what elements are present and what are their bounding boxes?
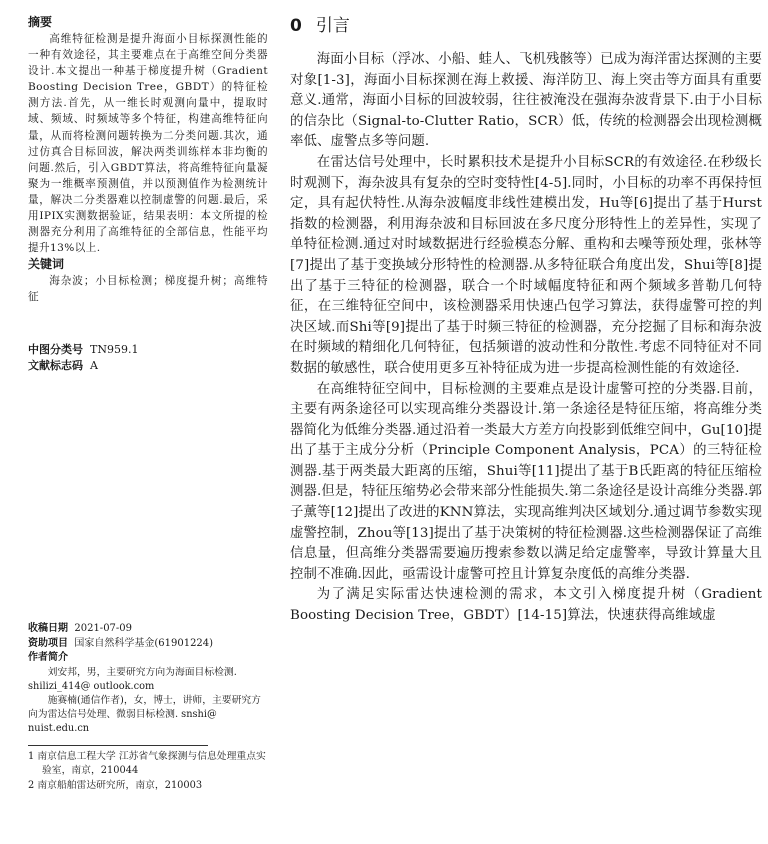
paragraph-4: 为了满足实际雷达快速检测的需求，本文引入梯度提升树（Gradient Boosting Decision Tree，GBDT）[14-15]算法，快速获得高维域虚 (290, 587, 762, 624)
author2-bio: 施赛楠(通信作者)，女，博士，讲师，主要研究方向为雷达信号处理、微弱目标检测. snshi@ nuist.edu.cn (28, 694, 261, 735)
received-value: 2021-07-09 (74, 623, 133, 634)
section-number: 0 (290, 16, 302, 36)
doc-code-label: 文献标志码 (28, 358, 83, 372)
footnote-divider (28, 745, 208, 746)
fund-line (28, 637, 268, 652)
fund-value: 国家自然科学基金(61901224) (74, 637, 214, 649)
paragraph-2: 在雷达信号处理中，长时累积技术是提升小目标SCR的有效途径.在秒级长时观测下，海杂波具有复杂的空时变特性[4-5].同时，小目标的功率不再保持恒定，具有起伏特性.从海杂波幅度非线性建模出发，Hu等[6]提出了基于Hurst指数的检测器，利用海杂波和目标回波在多尺度分形特性上的差异性，实现了单特征检测.通过对时域数据进行经验模态分解、重构和去噪等预处理，张林等[7]提出了基于变换域分形特性的检测器.从多特征联合角度出发，Shui等[8]提出了基于三特征的检测器，联合一个时域幅度特征和两个频域多普勒几何特征，在三维特征空间中，该检测器采用快速凸包学习算法，获得虚警可控的判决区域.而Shi等[9]提出了基于时频三特征的检测器，充分挖掘了目标和海杂波在时频域的精细化几何特征，包括频谱的波动性和分散性.考虑不同特征对不同数据的敏感性，联合使用更多互补特征成为进一步提高检测性能的有效途径. (290, 154, 762, 376)
footnote-2: 2 南京船舶雷达研究所，南京，210003 (28, 779, 203, 791)
section-title: 引言 (315, 16, 350, 36)
doc-code-line (28, 358, 268, 374)
authors-label: 作者简介 (28, 652, 68, 663)
paragraph-3: 在高维特征空间中，目标检测的主要难点是设计虚警可控的分类器.目前，主要有两条途径可以实现高维分类器设计.第一条途径是特征压缩，将高维分类器简化为低维分类器.通过沿着一类最大方差方向投影到低维空间中，Gu[10]提出了基于主成分分析（Principle Component Analysis，PCA）的三特征检测器.基于两类最大距离的压缩，Shui等[11]提出了基于B氏距离的特征压缩检测器.但是，特征压缩势必会带来部分性能损失.第二条途径是设计高维分类器.郭子薰等[12]提出了改进的KNN算法，实现高维判决区域划分.通过调节参数实现虚警控制，Zhou等[13]提出了基于决策树的特征检测器.这些检测器保证了高维信息量，但高维分类器需要遍历搜索参数以满足给定虚警率，导致计算量大且控制不准确.因此，亟需设计虚警可控且计算复杂度低的高维分类器. (290, 381, 762, 582)
clc-value: TN959.1 (90, 342, 139, 356)
section-heading (290, 14, 762, 38)
clc-line (28, 342, 268, 358)
abstract-heading: 摘要 (28, 15, 53, 29)
footnote-1: 1 南京信息工程大学 江苏省气象探测与信息处理重点实验室，南京，210044 (28, 750, 266, 777)
received-label: 收稿日期 (28, 623, 68, 634)
article-info (28, 622, 268, 793)
fund-label: 资助项目 (28, 637, 68, 649)
author1-bio: 刘安邦，男，主要研究方向为海面目标检测. shilizi_414@ outlook.com (28, 666, 237, 692)
keywords-heading: 关键词 (28, 257, 65, 272)
received-line (28, 622, 268, 637)
right-column (290, 14, 762, 627)
paragraph-1: 海面小目标（浮冰、小船、蛙人、飞机残骸等）已成为海洋雷达探测的主要对象[1-3]，海面小目标探测在海上救援、海洋防卫、海上突击等方面具有重要意义.通常，海面小目标的回波较弱，往往被淹没在强海杂波背景下.由于小目标的信杂比（Signal-to-Clutter Ratio，SCR）低，传统的检测器会出现检测概率低、虚警点多等问题. (290, 52, 762, 150)
keywords-text: 海杂波；小目标检测；梯度提升树；高维特征 (28, 275, 268, 304)
abstract-text: 高维特征检测是提升海面小目标探测性能的一种有效途径，其主要难点在于高维空间分类器设计.本文提出一种基于梯度提升树（Gradient Boosting Decision Tree，GBDT）的特征检测方法.首先，从一维长时观测向量中，提取时域、频域、时频域等多个特征，构建高维特征向量，从而将检测问题转换为二分类问题.其次，通过仿真合目标回波，解决两类训练样本非均衡的问题.然后，引入GBDT算法，将高维特征向量凝聚为一维概率预测值，并以预测值作为检测统计量，解决二分类器难以控制虚警的问题.最后，采用IPIX实测数据验证，结果表明：本文所提的检测器充分利用了高维特征的全部信息，性能平均提升13%以上. (28, 33, 268, 255)
left-column (28, 14, 268, 791)
authors-line (28, 651, 268, 666)
clc-label: 中图分类号 (28, 342, 83, 356)
doc-code-value: A (90, 358, 98, 372)
